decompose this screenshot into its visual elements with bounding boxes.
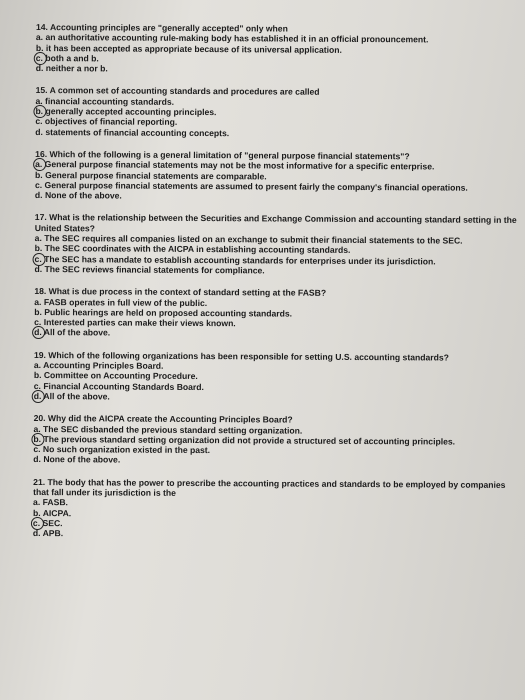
question-q15 — [35, 85, 520, 139]
question-text: 16. Which of the following is a general limitation of "general purpose financial statements"? — [35, 148, 410, 162]
answer-option-circled: c. both a and b. — [36, 53, 521, 66]
question-text: 17. What is the relationship between the Securities and Exchange Commission and accounting standard setting in the United States? — [34, 212, 517, 234]
question-q16 — [35, 149, 520, 203]
answer-option: d. APB. — [32, 528, 64, 539]
answer-option: c. Financial Accounting Standards Board. — [33, 380, 204, 392]
answer-option: b. Public hearings are held on proposed accounting standards. — [34, 306, 293, 319]
answer-option: b. Committee on Accounting Procedure. — [33, 370, 198, 382]
question-text: 21. The body that has the power to prescribe the accounting practices and standards to be employed by companies that fall under its jurisdiction is the — [33, 476, 506, 498]
answer-option: a. FASB operates in full view of the public. — [34, 296, 208, 308]
answer-option: c. objectives of financial reporting. — [35, 116, 178, 128]
answer-option: d. statements of financial accounting concepts. — [35, 126, 230, 138]
answer-option: d. None of the above. — [34, 190, 122, 201]
question-q17 — [34, 212, 519, 277]
question-q18 — [34, 286, 519, 340]
answer-option-circled: a. General purpose financial statements may not be the most informative for a specific enterprise. — [35, 159, 520, 172]
answer-option: d. The SEC reviews financial statements for compliance. — [34, 263, 265, 276]
answer-option: d. neither a nor b. — [35, 63, 108, 74]
answer-options — [34, 297, 519, 341]
answer-option: d. None of the above. — [33, 454, 121, 465]
question-q14 — [36, 22, 521, 76]
answer-options — [35, 96, 520, 140]
question-q21 — [33, 477, 518, 542]
answer-option: a. The SEC disbanded the previous standard setting organization. — [33, 423, 303, 436]
answer-option: b. General purpose financial statements are comparable. — [35, 169, 267, 181]
question-text: 14. Accounting principles are "generally accepted" only when — [35, 22, 288, 34]
answer-options — [34, 360, 519, 404]
question-text: 15. A common set of accounting standards and procedures are called — [35, 85, 320, 98]
answer-option-circled: c. SEC. — [33, 518, 518, 531]
answer-option: b. it has been accepted as appropriate because of its universal application. — [35, 42, 343, 55]
answer-option-circled: c. The SEC has a mandate to establish accounting standards for enterprises under its jurisdiction. — [35, 254, 520, 267]
answer-options — [35, 159, 520, 203]
question-text: 19. Which of the following organizations has been responsible for setting U.S. accounting standards? — [33, 349, 449, 363]
question-text: 18. What is due process in the context of standard setting at the FASB? — [34, 286, 327, 299]
answer-options — [33, 497, 518, 541]
answer-option-circled: b. The previous standard setting organization did not provide a structured set of accounting principles. — [33, 434, 518, 447]
answer-options — [33, 423, 518, 467]
answer-option: a. financial accounting standards. — [35, 95, 175, 107]
answer-option-circled: d. All of the above. — [34, 327, 519, 340]
answer-option: c. Interested parties can make their views known. — [34, 317, 236, 329]
answer-options — [36, 32, 521, 76]
answer-option-circled: d. All of the above. — [34, 391, 519, 404]
answer-option: a. an authoritative accounting rule-making body has established it in an official pronouncement. — [35, 32, 429, 45]
question-q19 — [34, 350, 519, 404]
answer-option: a. FASB. — [33, 497, 68, 508]
question-q20 — [33, 413, 518, 467]
answer-option-circled: b. generally accepted accounting principles. — [35, 106, 520, 119]
answer-options — [34, 233, 519, 277]
answer-option: b. The SEC coordinates with the AICPA in establishing accounting standards. — [34, 243, 351, 256]
answer-option: a. The SEC requires all companies listed on an exchange to submit their financial statements to the SEC. — [34, 233, 463, 246]
question-text: 20. Why did the AICPA create the Accounting Principles Board? — [33, 413, 293, 425]
answer-option: a. Accounting Principles Board. — [33, 360, 164, 371]
question-list — [33, 22, 521, 553]
answer-option: c. No such organization existed in the past. — [33, 444, 211, 456]
answer-option: b. AICPA. — [32, 507, 72, 518]
answer-option: c. General purpose financial statements are assumed to present fairly the company's financial operations. — [34, 179, 468, 193]
